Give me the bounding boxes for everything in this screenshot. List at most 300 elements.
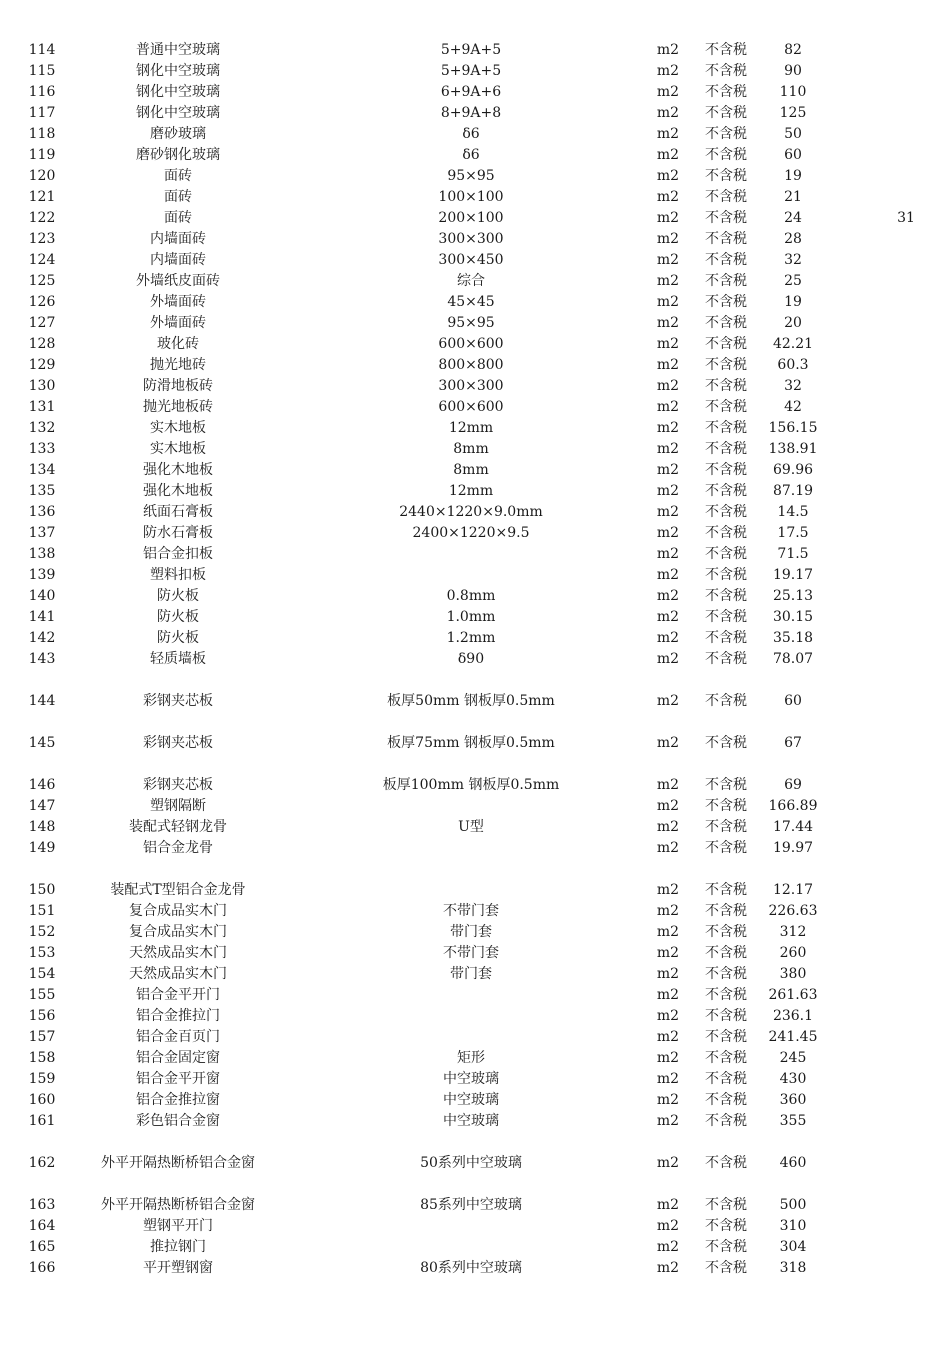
extra-value-cell — [886, 1069, 926, 1090]
item-number-cell: 158 — [28, 1050, 56, 1066]
item-number-cell: 143 — [28, 651, 56, 667]
unit-cell: m2 — [656, 525, 680, 541]
tax-status-cell: 不含税 — [705, 651, 747, 667]
item-number-cell: 137 — [28, 525, 56, 541]
extra-value-cell — [886, 334, 926, 355]
specification-cell — [330, 838, 612, 859]
price-cell: 156.15 — [768, 420, 818, 436]
unit-cell: m2 — [656, 336, 680, 352]
item-number-cell: 148 — [28, 819, 56, 835]
price-cell: 19.97 — [772, 840, 814, 856]
extra-value-cell — [886, 565, 926, 586]
material-name-cell: 钢化中空玻璃 — [136, 84, 220, 100]
extra-value-cell — [886, 61, 926, 82]
tax-status-cell: 不含税 — [705, 126, 747, 142]
table-row — [0, 166, 950, 187]
tax-status-cell: 不含税 — [705, 336, 747, 352]
material-name-cell: 塑钢隔断 — [150, 798, 206, 814]
item-number-cell: 138 — [28, 546, 56, 562]
tax-status-cell: 不含税 — [705, 903, 747, 919]
unit-cell: m2 — [656, 84, 680, 100]
specification-cell: 95×95 — [447, 168, 495, 184]
extra-value-cell — [886, 481, 926, 502]
unit-cell: m2 — [656, 693, 680, 709]
specification-cell: 12mm — [448, 420, 494, 436]
material-name-cell: 铝合金平开窗 — [136, 1071, 220, 1087]
unit-cell: m2 — [656, 399, 680, 415]
material-name-cell: 彩钢夹芯板 — [143, 735, 213, 751]
tax-status-cell: 不含税 — [705, 168, 747, 184]
material-name-cell: 外墙纸皮面砖 — [136, 273, 220, 289]
specification-cell: 2440×1220×9.0mm — [399, 504, 543, 520]
tax-status-cell: 不含税 — [705, 357, 747, 373]
extra-value-cell — [886, 628, 926, 649]
table-row — [0, 376, 950, 397]
item-number-cell: 153 — [28, 945, 56, 961]
material-name-cell: 防滑地板砖 — [143, 378, 213, 394]
material-name-cell: 天然成品实木门 — [129, 945, 227, 961]
specification-cell: 80系列中空玻璃 — [420, 1260, 522, 1276]
price-cell: 20 — [784, 315, 802, 331]
table-row — [0, 187, 950, 208]
price-cell: 245 — [779, 1050, 807, 1066]
unit-cell: m2 — [656, 189, 680, 205]
table-row — [0, 334, 950, 355]
tax-status-cell: 不含税 — [705, 1071, 747, 1087]
unit-cell: m2 — [656, 735, 680, 751]
unit-cell: m2 — [656, 105, 680, 121]
item-number-cell: 163 — [28, 1197, 56, 1213]
specification-cell: 45×45 — [447, 294, 495, 310]
tax-status-cell: 不含税 — [705, 798, 747, 814]
tax-status-cell: 不含税 — [705, 1092, 747, 1108]
item-number-cell: 141 — [28, 609, 56, 625]
material-name-cell: 天然成品实木门 — [129, 966, 227, 982]
price-cell: 125 — [779, 105, 807, 121]
extra-value-cell — [886, 544, 926, 565]
price-cell: 25 — [784, 273, 802, 289]
material-name-cell: 推拉钢门 — [150, 1239, 206, 1255]
table-row — [0, 103, 950, 124]
specification-cell — [330, 1006, 612, 1027]
tax-status-cell: 不含税 — [705, 483, 747, 499]
specification-cell — [330, 880, 612, 901]
unit-cell: m2 — [656, 126, 680, 142]
unit-cell: m2 — [656, 1029, 680, 1045]
table-row — [0, 313, 950, 334]
extra-value-cell — [886, 1027, 926, 1048]
price-cell: 32 — [784, 378, 802, 394]
unit-cell: m2 — [656, 357, 680, 373]
material-name-cell: 外平开隔热断桥铝合金窗 — [101, 1155, 255, 1171]
extra-value-cell — [886, 817, 926, 838]
unit-cell: m2 — [656, 630, 680, 646]
unit-cell: m2 — [656, 966, 680, 982]
tax-status-cell: 不含税 — [705, 189, 747, 205]
price-cell: 35.18 — [772, 630, 814, 646]
price-cell: 12.17 — [772, 882, 814, 898]
item-number-cell: 124 — [28, 252, 56, 268]
material-name-cell: 平开塑钢窗 — [143, 1260, 213, 1276]
specification-cell: 中空玻璃 — [443, 1113, 499, 1129]
extra-value-cell — [886, 418, 926, 439]
item-number-cell: 161 — [28, 1113, 56, 1129]
tax-status-cell: 不含税 — [705, 1008, 747, 1024]
specification-cell: 不带门套 — [443, 945, 499, 961]
table-row — [0, 628, 950, 649]
tax-status-cell: 不含税 — [705, 1050, 747, 1066]
tax-status-cell: 不含税 — [705, 1197, 747, 1213]
price-cell: 60.3 — [777, 357, 809, 373]
extra-value-cell — [886, 901, 926, 922]
price-cell: 110 — [779, 84, 807, 100]
tax-status-cell: 不含税 — [705, 315, 747, 331]
table-row — [0, 271, 950, 292]
table-row — [0, 229, 950, 250]
specification-cell: 1.0mm — [446, 609, 496, 625]
price-cell: 318 — [779, 1260, 807, 1276]
tax-status-cell: 不含税 — [705, 945, 747, 961]
specification-cell — [330, 1027, 612, 1048]
item-number-cell: 146 — [28, 777, 56, 793]
extra-value-cell — [886, 250, 926, 271]
table-row — [0, 649, 950, 670]
material-name-cell: 纸面石膏板 — [143, 504, 213, 520]
extra-value-cell — [886, 82, 926, 103]
specification-cell: 95×95 — [447, 315, 495, 331]
extra-value-cell — [886, 145, 926, 166]
extra-value-cell — [886, 40, 926, 61]
price-cell: 14.5 — [777, 504, 809, 520]
table-row — [0, 1216, 950, 1237]
material-name-cell: 玻化砖 — [157, 336, 199, 352]
specification-cell: 中空玻璃 — [443, 1071, 499, 1087]
tax-status-cell: 不含税 — [705, 630, 747, 646]
table-row — [0, 1069, 950, 1090]
specification-cell: 50系列中空玻璃 — [420, 1155, 522, 1171]
extra-value-cell — [886, 838, 926, 859]
item-number-cell: 126 — [28, 294, 56, 310]
tax-status-cell: 不含税 — [705, 693, 747, 709]
material-name-cell: 面砖 — [164, 210, 192, 226]
item-number-cell: 145 — [28, 735, 56, 751]
price-cell: 42.21 — [772, 336, 814, 352]
extra-value-cell — [886, 1111, 926, 1132]
table-row — [0, 544, 950, 565]
table-row — [0, 250, 950, 271]
unit-cell: m2 — [656, 1071, 680, 1087]
table-row — [0, 964, 950, 985]
unit-cell: m2 — [656, 819, 680, 835]
price-cell: 380 — [779, 966, 807, 982]
unit-cell: m2 — [656, 1113, 680, 1129]
material-name-cell: 装配式轻钢龙骨 — [129, 819, 227, 835]
price-cell: 90 — [784, 63, 802, 79]
unit-cell: m2 — [656, 1218, 680, 1234]
item-number-cell: 114 — [28, 42, 56, 58]
tax-status-cell: 不含税 — [705, 63, 747, 79]
item-number-cell: 116 — [28, 84, 56, 100]
tax-status-cell: 不含税 — [705, 609, 747, 625]
unit-cell: m2 — [656, 441, 680, 457]
material-name-cell: 铝合金固定窗 — [136, 1050, 220, 1066]
specification-cell: 200×100 — [438, 210, 504, 226]
unit-cell: m2 — [656, 42, 680, 58]
specification-cell: 矩形 — [457, 1050, 485, 1066]
extra-value-cell — [886, 502, 926, 523]
specification-cell — [330, 544, 612, 565]
specification-cell: 5+9A+5 — [440, 63, 502, 79]
material-name-cell: 彩钢夹芯板 — [143, 693, 213, 709]
unit-cell: m2 — [656, 840, 680, 856]
price-cell: 21 — [784, 189, 802, 205]
price-cell: 500 — [779, 1197, 807, 1213]
unit-cell: m2 — [656, 882, 680, 898]
price-cell: 17.44 — [772, 819, 814, 835]
price-cell: 241.45 — [768, 1029, 818, 1045]
specification-cell: 带门套 — [450, 924, 492, 940]
price-cell: 30.15 — [772, 609, 814, 625]
tax-status-cell: 不含税 — [705, 105, 747, 121]
item-number-cell: 140 — [28, 588, 56, 604]
item-number-cell: 165 — [28, 1239, 56, 1255]
table-row — [0, 208, 950, 229]
price-cell: 24 — [784, 210, 802, 226]
tax-status-cell: 不含税 — [705, 210, 747, 226]
unit-cell: m2 — [656, 378, 680, 394]
tax-status-cell: 不含税 — [705, 882, 747, 898]
tax-status-cell: 不含税 — [705, 1239, 747, 1255]
tax-status-cell: 不含税 — [705, 42, 747, 58]
extra-value-cell — [886, 1090, 926, 1111]
unit-cell: m2 — [656, 168, 680, 184]
price-cell: 260 — [779, 945, 807, 961]
tax-status-cell: 不含税 — [705, 777, 747, 793]
specification-cell — [330, 985, 612, 1006]
tax-status-cell: 不含税 — [705, 924, 747, 940]
extra-value-cell — [886, 1216, 926, 1237]
specification-cell: 6+9A+6 — [440, 84, 502, 100]
tax-status-cell: 不含税 — [705, 504, 747, 520]
unit-cell: m2 — [656, 315, 680, 331]
specification-cell: 600×600 — [438, 399, 504, 415]
item-number-cell: 157 — [28, 1029, 56, 1045]
specification-cell: 综合 — [457, 273, 485, 289]
extra-value-cell — [886, 985, 926, 1006]
table-row — [0, 40, 950, 61]
item-number-cell: 132 — [28, 420, 56, 436]
tax-status-cell: 不含税 — [705, 567, 747, 583]
extra-value-cell — [886, 523, 926, 544]
material-name-cell: 实木地板 — [150, 420, 206, 436]
unit-cell: m2 — [656, 567, 680, 583]
specification-cell: 12mm — [448, 483, 494, 499]
item-number-cell: 154 — [28, 966, 56, 982]
extra-value-cell — [886, 460, 926, 481]
material-name-cell: 钢化中空玻璃 — [136, 63, 220, 79]
unit-cell: m2 — [656, 546, 680, 562]
specification-cell: 300×300 — [438, 378, 504, 394]
item-number-cell: 156 — [28, 1008, 56, 1024]
material-name-cell: 强化木地板 — [143, 462, 213, 478]
price-cell: 360 — [779, 1092, 807, 1108]
unit-cell: m2 — [656, 1260, 680, 1276]
specification-cell: 300×300 — [438, 231, 504, 247]
unit-cell: m2 — [656, 252, 680, 268]
specification-cell: 5+9A+5 — [440, 42, 502, 58]
price-cell: 312 — [779, 924, 807, 940]
unit-cell: m2 — [656, 273, 680, 289]
extra-value-cell — [886, 691, 926, 712]
item-number-cell: 149 — [28, 840, 56, 856]
item-number-cell: 144 — [28, 693, 56, 709]
table-row — [0, 565, 950, 586]
extra-value-cell — [886, 943, 926, 964]
item-number-cell: 131 — [28, 399, 56, 415]
tax-status-cell: 不含税 — [705, 399, 747, 415]
material-name-cell: 复合成品实木门 — [129, 924, 227, 940]
table-row — [0, 922, 950, 943]
specification-cell: 8mm — [453, 441, 489, 457]
extra-value-cell — [886, 103, 926, 124]
item-number-cell: 136 — [28, 504, 56, 520]
table-row — [0, 1111, 950, 1132]
item-number-cell: 121 — [28, 189, 56, 205]
material-name-cell: 普通中空玻璃 — [136, 42, 220, 58]
extra-value-cell — [886, 1195, 926, 1216]
specification-cell — [330, 1237, 612, 1258]
item-number-cell: 122 — [28, 210, 56, 226]
table-row — [0, 838, 950, 859]
extra-value-cell — [886, 439, 926, 460]
price-cell: 17.5 — [777, 525, 809, 541]
unit-cell: m2 — [656, 1050, 680, 1066]
specification-cell: 中空玻璃 — [443, 1092, 499, 1108]
unit-cell: m2 — [656, 504, 680, 520]
specification-cell: δ90 — [457, 651, 485, 667]
specification-cell: 板厚100mm 钢板厚0.5mm — [382, 777, 560, 793]
specification-cell: 板厚75mm 钢板厚0.5mm — [387, 735, 555, 751]
extra-value-cell — [886, 733, 926, 754]
item-number-cell: 133 — [28, 441, 56, 457]
table-row — [0, 670, 950, 712]
material-name-cell: 内墙面砖 — [150, 231, 206, 247]
material-name-cell: 钢化中空玻璃 — [136, 105, 220, 121]
specification-cell: 1.2mm — [446, 630, 496, 646]
table-row — [0, 712, 950, 754]
extra-value-cell — [886, 229, 926, 250]
extra-value-cell — [886, 313, 926, 334]
price-cell: 69 — [784, 777, 802, 793]
material-name-cell: 磨砂钢化玻璃 — [136, 147, 220, 163]
price-list-sheet — [0, 40, 950, 1279]
material-name-cell: 铝合金平开门 — [136, 987, 220, 1003]
table-row — [0, 1048, 950, 1069]
unit-cell: m2 — [656, 924, 680, 940]
tax-status-cell: 不含税 — [705, 840, 747, 856]
extra-value-cell — [886, 124, 926, 145]
extra-value-cell — [886, 397, 926, 418]
material-name-cell: 铝合金推拉门 — [136, 1008, 220, 1024]
item-number-cell: 142 — [28, 630, 56, 646]
extra-value-cell — [886, 1006, 926, 1027]
price-cell: 60 — [784, 693, 802, 709]
specification-cell — [330, 1216, 612, 1237]
unit-cell: m2 — [656, 1239, 680, 1255]
item-number-cell: 117 — [28, 105, 56, 121]
extra-value-cell — [886, 1048, 926, 1069]
unit-cell: m2 — [656, 210, 680, 226]
extra-value-cell — [886, 964, 926, 985]
tax-status-cell: 不含税 — [705, 231, 747, 247]
tax-status-cell: 不含税 — [705, 147, 747, 163]
material-name-cell: 抛光地板砖 — [143, 399, 213, 415]
material-name-cell: 面砖 — [164, 168, 192, 184]
material-name-cell: 铝合金扣板 — [143, 546, 213, 562]
specification-cell: 85系列中空玻璃 — [420, 1197, 522, 1213]
item-number-cell: 155 — [28, 987, 56, 1003]
price-cell: 78.07 — [772, 651, 814, 667]
unit-cell: m2 — [656, 651, 680, 667]
tax-status-cell: 不含税 — [705, 1260, 747, 1276]
item-number-cell: 123 — [28, 231, 56, 247]
specification-cell: δ6 — [462, 147, 480, 163]
extra-value-cell — [886, 1258, 926, 1279]
table-row — [0, 985, 950, 1006]
table-row — [0, 439, 950, 460]
specification-cell — [330, 796, 612, 817]
table-row — [0, 754, 950, 796]
price-cell: 310 — [779, 1218, 807, 1234]
unit-cell: m2 — [656, 588, 680, 604]
specification-cell: 2400×1220×9.5 — [412, 525, 530, 541]
item-number-cell: 162 — [28, 1155, 56, 1171]
price-cell: 430 — [779, 1071, 807, 1087]
item-number-cell: 152 — [28, 924, 56, 940]
table-row — [0, 1090, 950, 1111]
tax-status-cell: 不含税 — [705, 588, 747, 604]
tax-status-cell: 不含税 — [705, 1218, 747, 1234]
table-row — [0, 859, 950, 901]
table-row — [0, 502, 950, 523]
price-cell: 19 — [784, 168, 802, 184]
table-row — [0, 460, 950, 481]
unit-cell: m2 — [656, 903, 680, 919]
tax-status-cell: 不含税 — [705, 819, 747, 835]
unit-cell: m2 — [656, 147, 680, 163]
specification-cell: 800×800 — [438, 357, 504, 373]
specification-cell — [330, 565, 612, 586]
material-name-cell: 铝合金推拉窗 — [136, 1092, 220, 1108]
item-number-cell: 125 — [28, 273, 56, 289]
table-row — [0, 1006, 950, 1027]
price-cell: 60 — [784, 147, 802, 163]
table-row — [0, 586, 950, 607]
item-number-cell: 119 — [28, 147, 56, 163]
price-cell: 166.89 — [768, 798, 818, 814]
extra-value-cell — [886, 1237, 926, 1258]
extra-value-cell — [886, 775, 926, 796]
table-row — [0, 355, 950, 376]
extra-value-cell — [886, 376, 926, 397]
item-number-cell: 120 — [28, 168, 56, 184]
price-cell: 28 — [784, 231, 802, 247]
table-row — [0, 523, 950, 544]
material-name-cell: 铝合金龙骨 — [143, 840, 213, 856]
extra-value-cell — [886, 586, 926, 607]
tax-status-cell: 不含税 — [705, 441, 747, 457]
unit-cell: m2 — [656, 462, 680, 478]
